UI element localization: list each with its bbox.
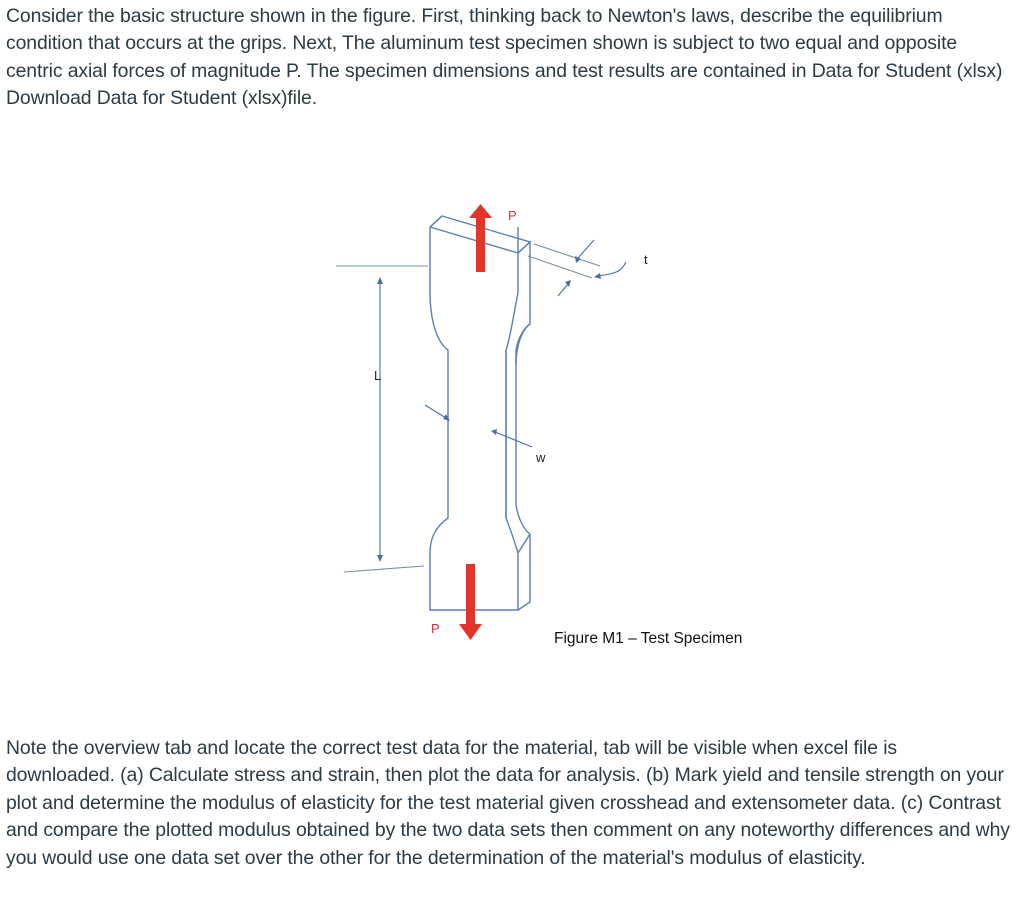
thickness-label: t <box>644 252 648 267</box>
bottom-load-arrow <box>459 564 482 640</box>
load-label-top: P <box>508 208 517 223</box>
width-label: w <box>536 450 546 465</box>
top-load-arrow <box>469 204 492 272</box>
load-label-bottom: P <box>431 621 440 636</box>
length-label: L <box>374 368 382 383</box>
thickness-dimension <box>528 240 626 296</box>
length-dimension <box>336 266 428 572</box>
download-data-link[interactable]: Download Data for Student (xlsx) <box>6 87 288 110</box>
test-specimen-figure <box>330 200 770 660</box>
figure-caption: Figure M1 – Test Specimen <box>554 630 743 647</box>
intro-text-end: file. <box>287 87 318 110</box>
specimen-body <box>430 216 530 610</box>
tasks-paragraph: Note the overview tab and locate the correct test data for the material, tab will be visible when excel file is downloaded. (a) Calculate stress and strain, then plot the data for analysis. (b) Mark yield and tensile strength on your plot and determine the modulus of elasticity for the test material given crosshead and extensometer data. (c) Contrast and compare the plotted modulus obtained by the two data sets then comment on any noteworthy differences and why you would use one data set over the other for the determination of the material's modulus of elasticity. <box>6 737 1010 869</box>
intro-text: Consider the basic structure shown in the figure. First, thinking back to Newton's laws, describe the equilibrium condition that occurs at the grips. Next, The aluminum test specimen shown is subject to two equal and opposite centric axial forces of magnitude P. The specimen dimensions and test results are contained in Data for Student (xlsx) <box>6 5 1003 82</box>
intro-paragraph <box>6 3 1011 113</box>
